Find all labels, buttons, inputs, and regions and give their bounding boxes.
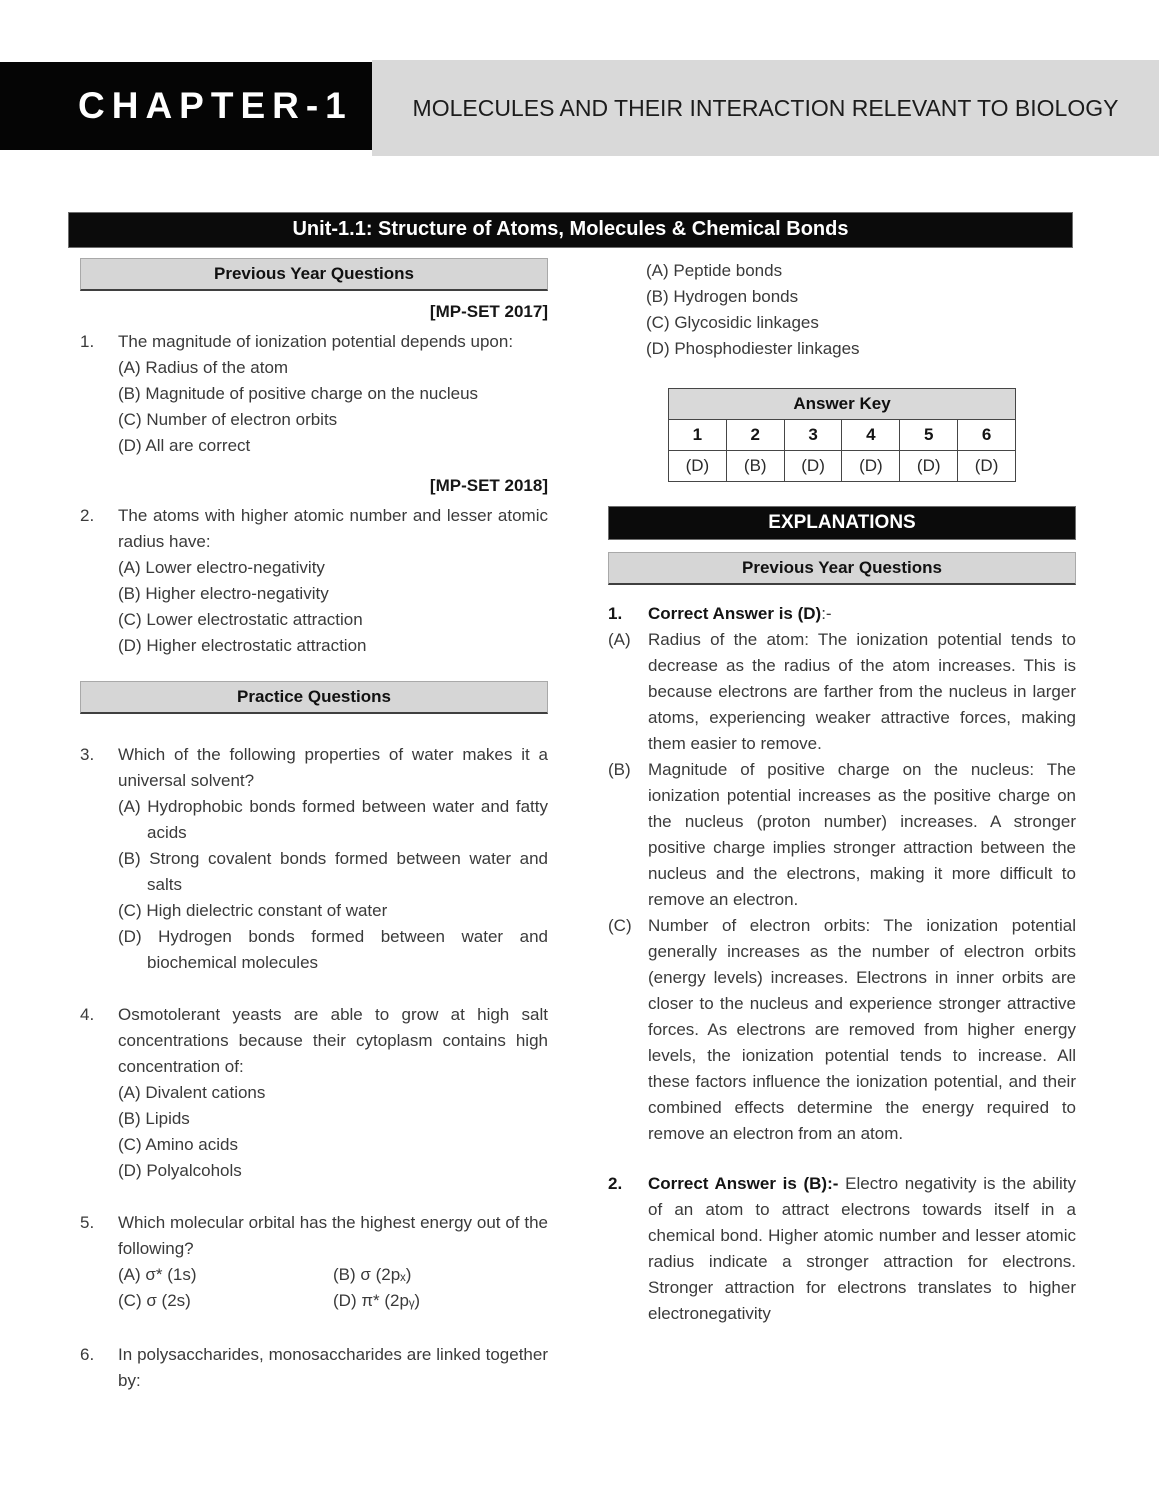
question-number: 3.: [80, 745, 95, 764]
question-text: The magnitude of ionization potential depends upon:: [118, 332, 514, 351]
option-c: (C) Amino acids: [118, 1135, 238, 1154]
answer-key-answer: (D): [842, 451, 900, 482]
explanation-item-b: [608, 757, 1076, 913]
option-a: (A) Hydrophobic bonds formed between water and fatty acids: [118, 797, 548, 842]
practice-questions-header: Practice Questions: [80, 681, 548, 714]
answer-key-number: 6: [958, 420, 1016, 451]
chapter-label: CHAPTER-1: [78, 85, 353, 126]
item-text: Magnitude of positive charge on the nucleus: The ionization potential increases as the positive charge on the nucleus (proton number) increases. A stronger positive charge implies stronger attraction between the nucleus and the electrons, making it more difficult to remove an electron.: [648, 760, 1076, 909]
answer-key-answer: (D): [784, 451, 842, 482]
question-text: Which of the following properties of water makes it a universal solvent?: [118, 745, 548, 790]
option-d: (D) Higher electrostatic attraction: [118, 636, 367, 655]
question-6: [80, 1342, 548, 1394]
answer-key-answer-row: [669, 451, 1016, 482]
item-text: Number of electron orbits: The ionization potential generally increases as the number of electron orbits (energy levels) increases. Electrons in inner orbits are closer to the nucleus and experience stronger attractive forces. As electrons are removed from higher energy levels, the ionization potential tends to increase. All these factors influence the ionization potential, and their combined effects determine the energy required to remove an electron from an atom.: [648, 916, 1076, 1143]
option-b: (B) Hydrogen bonds: [646, 287, 799, 306]
right-column: [608, 258, 1076, 1394]
option-b: (B) Strong covalent bonds formed between water and salts: [118, 849, 548, 894]
option-c: (C) σ (2s): [118, 1291, 191, 1310]
unit-banner: Unit-1.1: Structure of Atoms, Molecules & Chemical Bonds: [68, 212, 1073, 248]
item-label: (A): [608, 630, 631, 649]
explanation-item-c: [608, 913, 1076, 1147]
option-c: (C) High dielectric constant of water: [118, 901, 388, 920]
question-5: [80, 1210, 548, 1314]
option-a: (A) Divalent cations: [118, 1083, 266, 1102]
option-a: (A) Peptide bonds: [646, 261, 783, 280]
question-1: [80, 329, 548, 459]
option-c: (C) Lower electrostatic attraction: [118, 610, 363, 629]
option-b: (B) σ (2pₓ): [333, 1265, 412, 1284]
explanations-banner: EXPLANATIONS: [608, 506, 1076, 540]
question-text: In polysaccharides, monosaccharides are linked together by:: [118, 1345, 548, 1390]
answer-key-number: 5: [900, 420, 958, 451]
question-number: 2.: [80, 506, 95, 525]
option-a: (A) Radius of the atom: [118, 358, 289, 377]
answer-key-number: 1: [669, 420, 727, 451]
explanation-text: Electro negativity is the ability of an atom to attract electrons towards itself in a chemical bond. Higher atomic number and lesser atomic radius indicate a stronger attraction for electrons. Stronger attraction for electrons translates to higher electronegativity: [648, 1174, 1076, 1323]
chapter-label-box: [0, 62, 372, 150]
answer-key-title: Answer Key: [669, 389, 1016, 420]
answer-key-answer: (D): [958, 451, 1016, 482]
option-d: (D) All are correct: [118, 436, 251, 455]
question-6-options: [608, 258, 1076, 362]
question-3: [80, 742, 548, 976]
option-b: (B) Magnitude of positive charge on the nucleus: [118, 384, 479, 403]
previous-year-questions-subheader: Previous Year Questions: [608, 552, 1076, 585]
option-a: (A) σ* (1s): [118, 1265, 197, 1284]
answer-key-number: 4: [842, 420, 900, 451]
chapter-title: MOLECULES AND THEIR INTERACTION RELEVANT TO BIOLOGY: [412, 95, 1119, 121]
lead-suffix: :-: [821, 604, 832, 623]
left-column: [80, 258, 548, 1394]
option-d: (D) Polyalcohols: [118, 1161, 242, 1180]
answer-key-table: [668, 388, 1016, 482]
option-d: (D) Phosphodiester linkages: [646, 339, 860, 358]
answer-key-number: 3: [784, 420, 842, 451]
question-number: 1.: [80, 332, 95, 351]
explanation-number: 1.: [608, 604, 623, 623]
answer-key-answer: (D): [669, 451, 727, 482]
content-columns: [80, 258, 1076, 1394]
option-d: (D) Hydrogen bonds formed between water and biochemical molecules: [118, 927, 548, 972]
option-b: (B) Higher electro-negativity: [118, 584, 329, 603]
option-a: (A) Lower electro-negativity: [118, 558, 325, 577]
item-text: Radius of the atom: The ionization potential tends to decrease as the radius of the atom increases. This is because electrons are farther from the nucleus in larger atoms, experiencing weaker attractive forces, making them easier to remove.: [648, 630, 1076, 753]
item-label: (B): [608, 760, 631, 779]
option-b: (B) Lipids: [118, 1109, 190, 1128]
explanation-item-a: [608, 627, 1076, 757]
option-d: (D) π* (2pᵧ): [333, 1291, 421, 1310]
answer-key-number-row: [669, 420, 1016, 451]
item-label: (C): [608, 916, 632, 935]
previous-year-questions-header: Previous Year Questions: [80, 258, 548, 291]
question-4: [80, 1002, 548, 1184]
question-number: 5.: [80, 1213, 95, 1232]
correct-answer-lead: Correct Answer is (B):-: [648, 1174, 839, 1193]
question-text: Which molecular orbital has the highest energy out of the following?: [118, 1213, 548, 1258]
answer-key-answer: (B): [726, 451, 784, 482]
chapter-header: [0, 60, 1159, 156]
explanation-number: 2.: [608, 1174, 623, 1193]
option-c: (C) Number of electron orbits: [118, 410, 338, 429]
answer-key-answer: (D): [900, 451, 958, 482]
question-text: Osmotolerant yeasts are able to grow at high salt concentrations because their cytoplasm contains high concentration of:: [118, 1005, 548, 1076]
question-number: 4.: [80, 1005, 95, 1024]
question-text: The atoms with higher atomic number and lesser atomic radius have:: [118, 506, 548, 551]
chapter-title-strip: [372, 60, 1159, 156]
question-number: 6.: [80, 1345, 95, 1364]
source-tag-2018: [MP-SET 2018]: [429, 476, 548, 495]
answer-key-number: 2: [726, 420, 784, 451]
question-2: [80, 503, 548, 659]
correct-answer-lead: Correct Answer is (D): [648, 604, 822, 623]
source-tag-2017: [MP-SET 2017]: [429, 302, 548, 321]
explanation-1: [608, 601, 1076, 1147]
option-c: (C) Glycosidic linkages: [646, 313, 819, 332]
explanation-2: [608, 1171, 1076, 1327]
